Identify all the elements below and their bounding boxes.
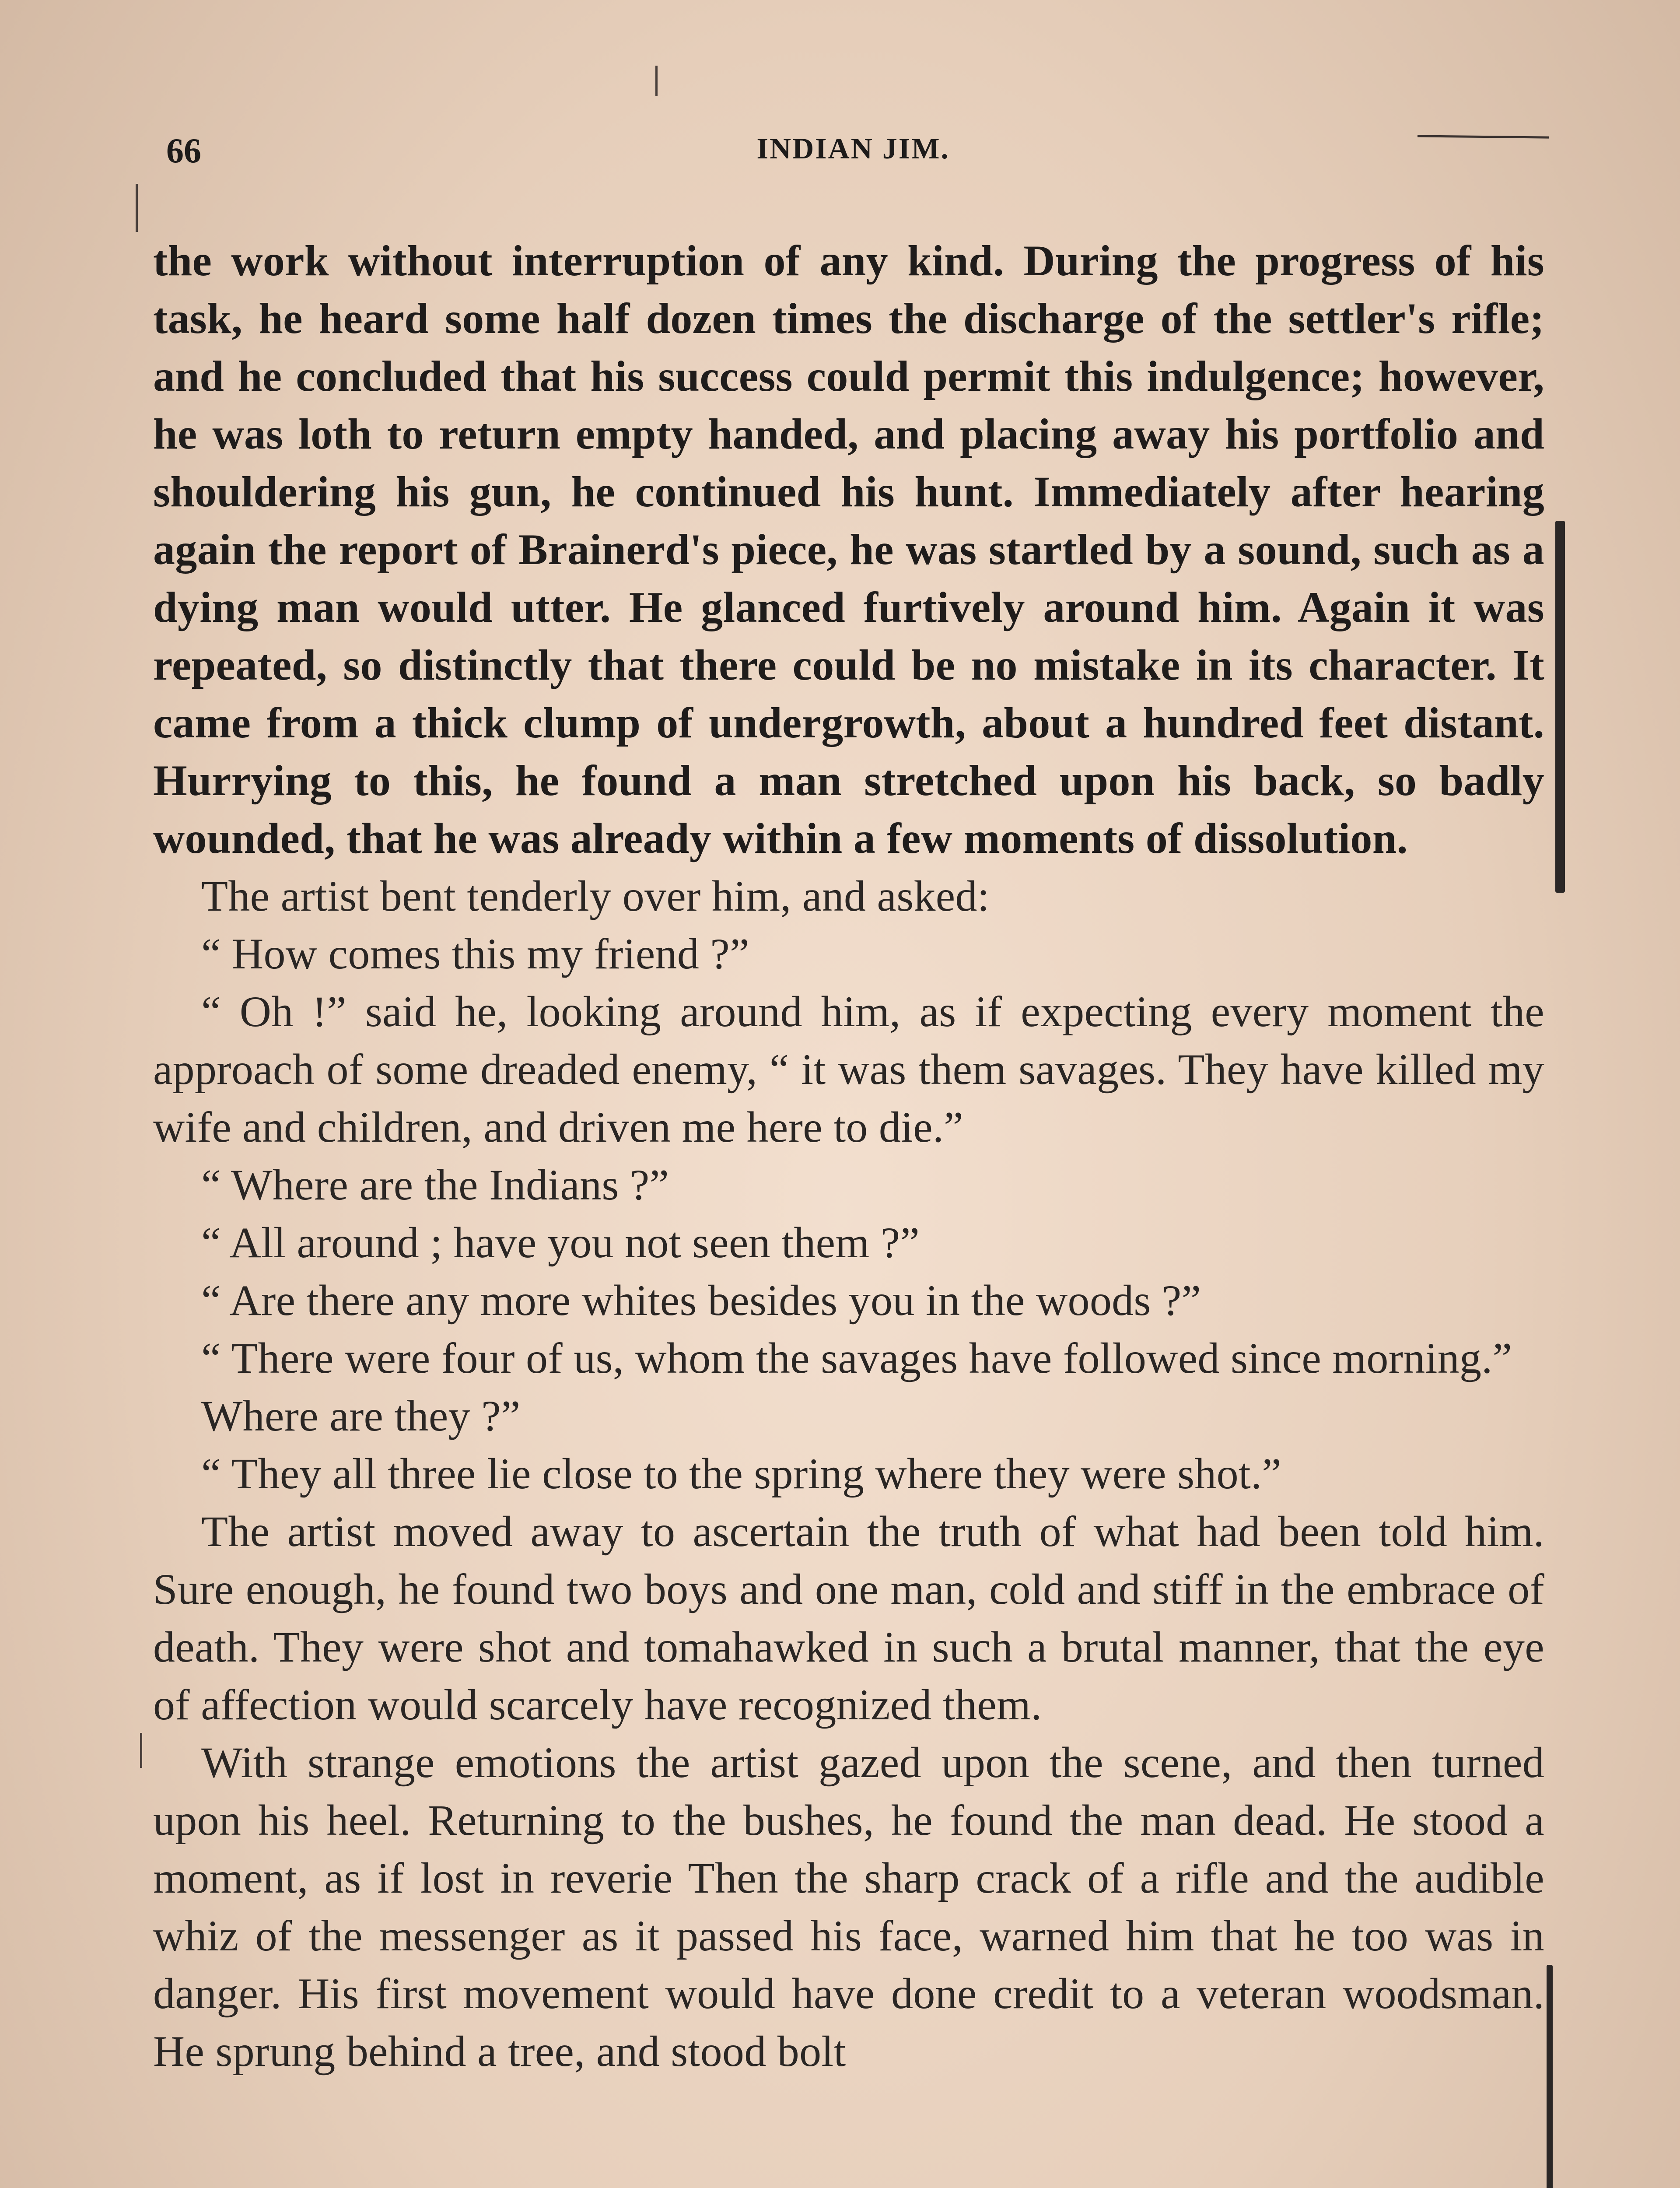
margin-mark (1555, 521, 1565, 893)
paragraph: The artist bent tenderly over him, and asked: (201, 872, 990, 920)
paragraph: With strange emotions the artist gazed upon the scene, and then turned upon his heel. Returning to the bushes, he found the man dead. He stood a moment, as if lost in reverie Then the sharp crack of a rifle and the audible whiz of the messenger as it passed his face, warned him that he too was in danger. His first movement would have done credit to a veteran woodsman. He sprung behind a tree, and stood bolt (153, 1738, 1544, 2076)
body-text (153, 232, 1544, 2080)
paragraph: The artist moved away to ascertain the truth of what had been told him. Sure enough, he found two boys and one man, cold and stiff in the embrace of death. They were shot and tomahawked in such a brutal manner, that the eye of affection would scarcely have recognized them. (153, 1507, 1544, 1729)
paragraph: Where are they ?” (201, 1392, 521, 1440)
margin-tick (136, 184, 138, 232)
paragraph: “ How comes this my friend ?” (201, 929, 749, 978)
paragraph: “ Are there any more whites besides you in the woods ?” (201, 1276, 1201, 1325)
paragraph: “ They all three lie close to the spring where they were shot.” (201, 1449, 1281, 1498)
margin-tick (140, 1733, 142, 1768)
paragraph: “ Where are the Indians ?” (201, 1161, 669, 1209)
paragraph: the work without interruption of any kind. During the progress of his task, he heard some half dozen times the discharge of the settler's rifle; and he concluded that his success could permit this indulgence; however, he was loth to return empty handed, and placing away his portfolio and shouldering his gun, he continued his hunt. Immediately after hearing again the report of Brainerd's piece, he was startled by a sound, such as a dying man would utter. He glanced furtively around him. Again it was repeated, so distinctly that there could be no mistake in its character. It came from a thick clump of undergrowth, about a hundred feet distant. Hurrying to this, he found a man stretched upon his back, so badly wounded, that he was already within a few moments of dissolution. (153, 236, 1544, 863)
margin-mark (1547, 1965, 1553, 2188)
paragraph: “ There were four of us, whom the savages have followed since morning.” (201, 1334, 1512, 1382)
margin-tick (655, 66, 658, 96)
running-title: INDIAN JIM. (756, 132, 950, 165)
paragraph: “ All around ; have you not seen them ?” (201, 1218, 920, 1267)
paragraph: “ Oh !” said he, looking around him, as if expecting every moment the approach of some dreaded enemy, “ it was them savages. They have killed my wife and children, and driven me here to die.” (153, 987, 1544, 1151)
page-number: 66 (166, 132, 201, 170)
page-header (166, 131, 1540, 179)
